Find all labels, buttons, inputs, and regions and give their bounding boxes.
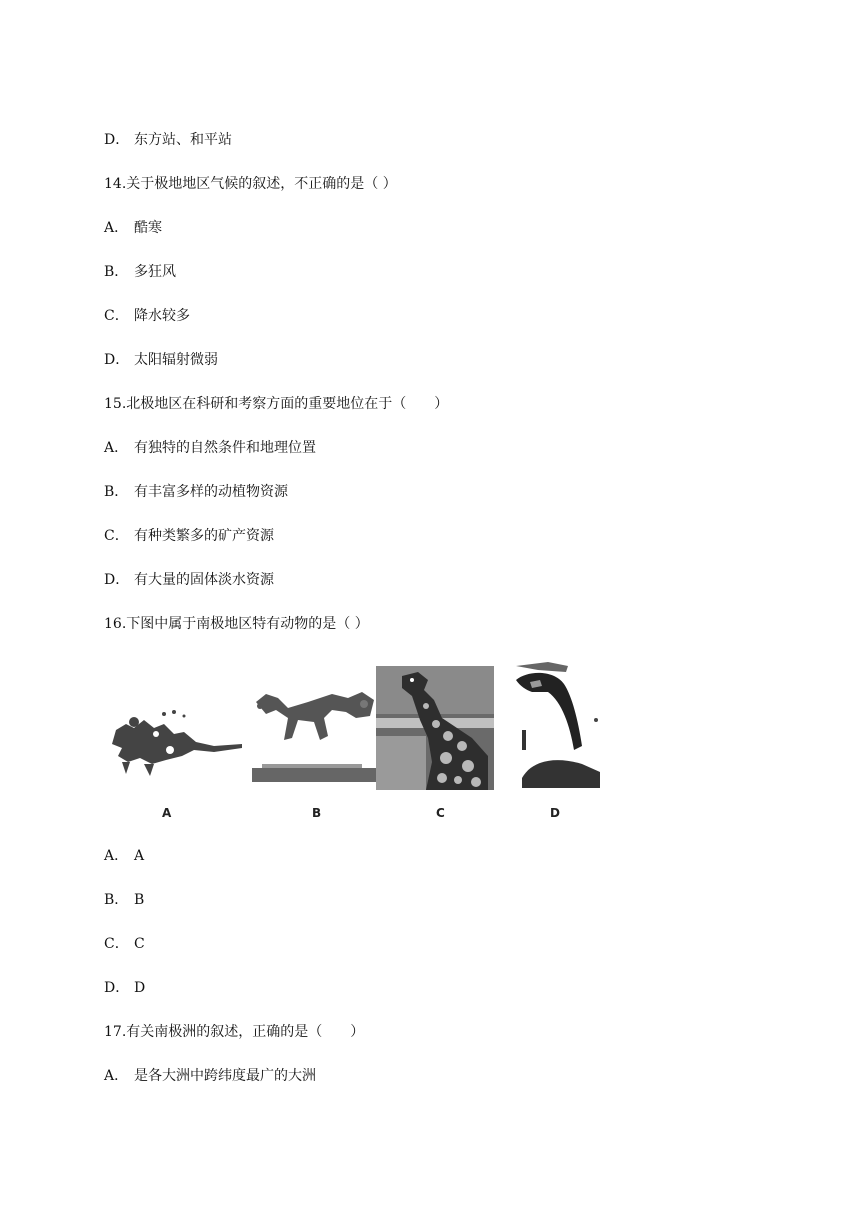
animal-figure — [104, 660, 600, 820]
polar-bear-image — [252, 688, 378, 790]
option-letter: D． — [104, 980, 130, 996]
option-text: 多狂风 — [134, 264, 176, 280]
option-letter: B． — [104, 264, 129, 280]
q15-option-d — [104, 571, 274, 589]
q16-option-b — [104, 891, 144, 909]
option-text: 酷寒 — [134, 220, 162, 236]
option-letter: C． — [104, 528, 129, 544]
option-letter: A． — [104, 1068, 129, 1084]
option-letter: C． — [104, 936, 129, 952]
q15-option-b — [104, 483, 288, 501]
q14-option-a — [104, 219, 162, 237]
option-letter: A． — [104, 848, 129, 864]
q16-option-d — [104, 979, 145, 997]
option-letter: C． — [104, 308, 129, 324]
option-text: 东方站、和平站 — [134, 132, 232, 148]
question-15-stem: 15.北极地区在科研和考察方面的重要地位在于（ ） — [104, 396, 449, 412]
option-text: 有丰富多样的动植物资源 — [134, 484, 288, 500]
option-text: A — [134, 848, 145, 864]
option-letter: D． — [104, 572, 130, 588]
q14-option-b — [104, 263, 176, 281]
figure-caption-a: A — [162, 806, 172, 820]
q14-option-c — [104, 307, 190, 325]
q16-option-a — [104, 847, 144, 865]
option-letter: A． — [104, 440, 129, 456]
option-text: 有种类繁多的矿产资源 — [134, 528, 274, 544]
q16-option-c — [104, 935, 145, 953]
option-text: C — [134, 936, 145, 952]
option-text: D — [134, 980, 146, 996]
option-letter: D． — [104, 132, 130, 148]
option-text: B — [134, 892, 145, 908]
option-text: 降水较多 — [134, 308, 190, 324]
option-text: 有大量的固体淡水资源 — [134, 572, 274, 588]
q15-option-c — [104, 527, 274, 545]
option-text: 太阳辐射微弱 — [134, 352, 218, 368]
option-letter: A． — [104, 220, 129, 236]
option-d — [104, 131, 232, 149]
figure-caption-d: D — [550, 806, 560, 820]
figure-caption-c: C — [436, 806, 445, 820]
q17-option-a — [104, 1067, 316, 1085]
question-17-stem: 17.有关南极洲的叙述，正确的是（ ） — [104, 1024, 365, 1040]
giraffe-image — [376, 666, 494, 790]
penguin-image — [508, 660, 600, 788]
figure-caption-b: B — [312, 806, 322, 820]
q14-option-d — [104, 351, 218, 369]
q15-option-a — [104, 439, 316, 457]
option-text: 有独特的自然条件和地理位置 — [134, 440, 316, 456]
question-16-stem: 16.下图中属于南极地区特有动物的是（ ） — [104, 616, 369, 632]
option-letter: B． — [104, 484, 129, 500]
option-letter: D． — [104, 352, 130, 368]
option-letter: B． — [104, 892, 129, 908]
kangaroo-image — [104, 700, 244, 780]
option-text: 是各大洲中跨纬度最广的大洲 — [134, 1068, 316, 1084]
question-14-stem: 14.关于极地地区气候的叙述，不正确的是（ ） — [104, 176, 397, 192]
